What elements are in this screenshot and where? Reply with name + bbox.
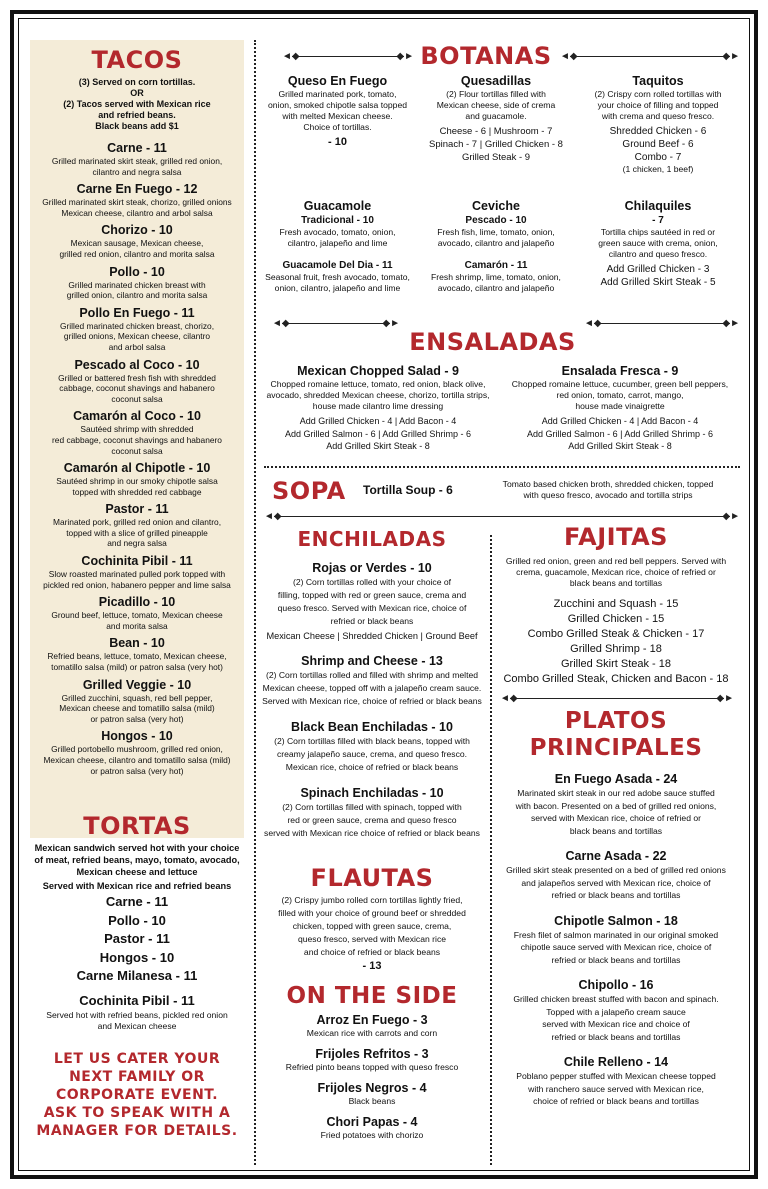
botanas-title: BOTANAS bbox=[420, 42, 552, 70]
list-item bbox=[30, 305, 244, 353]
item-desc: Grilled zucchini, squash, red bell pepper, bbox=[61, 692, 213, 703]
item-desc: Grilled marinated chicken breast, chorizo, bbox=[59, 320, 215, 331]
list-item bbox=[30, 140, 244, 177]
list-item bbox=[30, 408, 244, 456]
list-item bbox=[30, 357, 244, 405]
column-divider bbox=[490, 535, 492, 1165]
item-desc: Grilled marinated chicken breast with bbox=[68, 279, 206, 290]
item-desc: Sautéed shrimp with shredded bbox=[80, 424, 194, 435]
item-name: Pastor - 11 bbox=[105, 502, 169, 517]
ornament-divider: ◄◆ ◆► bbox=[500, 693, 734, 704]
item-desc: topped with shredded red cabbage bbox=[72, 486, 202, 497]
item-name: Pescado al Coco - 10 bbox=[74, 357, 200, 372]
list-item bbox=[30, 222, 244, 259]
item-name: Grilled Veggie - 10 bbox=[82, 677, 192, 692]
ensaladas-title: ENSALADAS bbox=[409, 328, 576, 356]
list-item bbox=[30, 501, 244, 549]
platos-list: En Fuego Asada - 24 Marinated skirt steak in our red adobe sauce stuffed with bacon. Presented on a bed of grilled red onions, served with Mexican rice, choice of refried or black beans and tortillas Carne Asada - 22 Grilled skirt steak presented on a bed of grilled red onions and jalapeños served with Mexican rice, choice of refried or black beans and tortillas Chipotle Salmon - 18 Fresh filet of salmon marinated in our original smoked chipotle sauce served with Mexican rice, choice of refried or black beans and tortillas Chipollo - 16 Grilled chicken breast stuffed with bacon and spinach. Topped with a jalapeño cream sauce served with Mexican rice and choice of refried or black beans and tortillas Chile Relleno - 14 Poblano pepper stuffed with Mexican cheese topped with ranchero sauce served with Mexican rice, choice of refried or black beans and tortillas bbox=[506, 772, 726, 1106]
item-name: Pollo - 10 bbox=[109, 264, 165, 279]
item-name: Carne En Fuego - 12 bbox=[76, 182, 198, 197]
ornament-left: ◄◆ ◆► bbox=[282, 51, 414, 62]
item-desc: cilantro and negra salsa bbox=[92, 166, 182, 177]
divider bbox=[264, 466, 740, 468]
list-item bbox=[30, 677, 244, 725]
item-desc: coconut salsa bbox=[111, 445, 163, 456]
item-desc: grilled onion, cilantro and morita salsa bbox=[66, 290, 208, 301]
list-item: Carne Milanesa - 11 bbox=[76, 968, 198, 983]
tortilla-soup-desc: Tomato based chicken broth, shredded chicken, topped with queso fresco, avocado and tortilla strips bbox=[502, 479, 714, 500]
tacos-list bbox=[30, 140, 244, 780]
item-desc: coconut salsa bbox=[111, 393, 163, 404]
sopa-title: SOPA bbox=[272, 477, 346, 505]
fajitas-title: FAJITAS bbox=[564, 523, 668, 551]
quesadillas: Quesadillas (2) Flour tortillas filled with Mexican cheese, side of crema and guacamole. Cheese - 6 | Mushroom - 7 Spinach - 7 | Grilled Chicken - 8 Grilled Steak - 9 bbox=[429, 74, 563, 163]
list-item: Cochinita Pibil - 11 bbox=[79, 992, 195, 1008]
ornament-left: ◄◆ ◆► bbox=[272, 318, 400, 329]
item-desc: Grilled marinated skirt steak, chorizo, grilled onions bbox=[42, 197, 232, 208]
tortas-list: Carne - 11 Pollo - 10 Pastor - 11 Hongos - 10 Carne Milanesa - 11 Cochinita Pibil - 11 Served hot with refried beans, pickled red onion and Mexican cheese bbox=[30, 893, 244, 1032]
item-desc: grilled red onion, cilantro and morita salsa bbox=[59, 248, 215, 259]
item-desc: or patron salsa (very hot) bbox=[90, 713, 184, 724]
side-list: Arroz En Fuego - 3 Mexican rice with carrots and corn Frijoles Refritos - 3 Refried pinto beans topped with queso fresco Frijoles Negros - 4 Black beans Chori Papas - 4 Fried potatoes with chorizo bbox=[285, 1013, 459, 1140]
tortas-intro: Mexican sandwich served hot with your choice of meat, refried beans, mayo, tomato, avocado, Mexican cheese and lettuce Served with Mexican rice and refried beans bbox=[34, 843, 240, 891]
list-item bbox=[30, 181, 244, 218]
item-desc: Mexican sausage, Mexican cheese, bbox=[70, 238, 204, 249]
list-item: Hongos - 10 bbox=[99, 949, 175, 965]
list-item bbox=[30, 264, 244, 301]
item-desc: Grilled portobello mushroom, grilled red onion, bbox=[51, 744, 223, 755]
item-name: Carne - 11 bbox=[107, 141, 167, 155]
item-name: Picadillo - 10 bbox=[98, 595, 176, 610]
enchiladas-list: Rojas or Verdes - 10 (2) Corn tortillas rolled with your choice of filling, topped with red or green sauce, crema and queso fresco. Served with Mexican rice, choice of refried or black beans Mexican Cheese | Shredded Chicken | Ground Beef Shrimp and Cheese - 13 (2) Corn tortillas rolled and filled with shrimp and melted Mexican cheese, topped off with a jalapeño cream sauce. Served with Mexican rice, choice of refried or black beans Black Bean Enchiladas - 10 (2) Corn tortillas filled with black beans, topped with creamy jalapeño sauce, crema, and queso fresco. Mexican rice, choice of refried or black beans Spinach Enchiladas - 10 (2) Corn tortillas filled with spinach, topped with red or green sauce, crema and queso fresco served with Mexican rice choice of refried or black beans bbox=[262, 561, 482, 838]
enchiladas-title: ENCHILADAS bbox=[297, 527, 447, 551]
flautas-title: FLAUTAS bbox=[310, 864, 434, 892]
item-desc: Marinated pork, grilled red onion and cilantro, bbox=[52, 517, 222, 528]
tacos-intro: (3) Served on corn tortillas. OR (2) Tacos served with Mexican rice and refried beans. Black beans add $1 bbox=[63, 77, 211, 131]
side-title: ON THE SIDE bbox=[286, 983, 458, 1009]
item-name: Pollo En Fuego - 11 bbox=[79, 305, 195, 320]
list-item bbox=[30, 460, 244, 497]
list-item: Pollo - 10 bbox=[108, 912, 166, 928]
item-desc: Mexican cheese and tomatillo salsa (mild) bbox=[59, 703, 215, 714]
item-name: Cochinita Pibil - 11 bbox=[81, 554, 193, 569]
item-desc: Mexican cheese, cilantro and tomatillo salsa (mild) bbox=[43, 755, 231, 765]
item-desc: pickled red onion, habanero pepper and lime salsa bbox=[43, 579, 231, 590]
item-desc: Slow roasted marinated pulled pork topped with bbox=[48, 569, 226, 580]
queso-en-fuego: Queso En Fuego Grilled marinated pork, tomato, onion, smoked chipotle salsa topped with melted Mexican cheese. Choice of tortillas. - 10 bbox=[267, 74, 408, 148]
item-desc: Ground beef, lettuce, tomato, Mexican cheese bbox=[51, 610, 223, 621]
guacamole: Guacamole Tradicional - 10 Fresh avocado, tomato, onion, cilantro, jalapeño and lime Guacamole Del Dia - 11 Seasonal fruit, fresh avocado, tomato, onion, cilantro, jalapeño and lime bbox=[265, 199, 410, 293]
ornament-right: ◄◆ ◆► bbox=[584, 318, 740, 329]
item-desc: and arbol salsa bbox=[108, 341, 166, 352]
item-desc: and morita salsa bbox=[106, 620, 168, 631]
tacos-title: TACOS bbox=[91, 46, 183, 74]
ornament-right: ◄◆ ◆► bbox=[560, 51, 740, 62]
list-item bbox=[30, 635, 244, 672]
flautas-desc: (2) Crispy jumbo rolled corn tortillas lightly fried, filled with your choice of ground beef or shredded chicken, topped with green sauce, crema, queso fresco, served with Mexican rice and choice of refried or black beans - 13 bbox=[278, 895, 466, 972]
item-desc: cabbage, coconut shavings and habanero bbox=[59, 383, 215, 394]
tortilla-soup: Tortilla Soup - 6 bbox=[363, 483, 453, 497]
item-name: Camarón al Coco - 10 bbox=[73, 409, 201, 424]
item-name: Chorizo - 10 bbox=[101, 223, 173, 238]
list-item bbox=[30, 594, 244, 631]
item-desc: or patron salsa (very hot) bbox=[90, 765, 184, 776]
item-desc: and negra salsa bbox=[107, 538, 167, 549]
list-item bbox=[30, 553, 244, 590]
list-item: Carne - 11 bbox=[105, 894, 169, 909]
item-name: Camarón al Chipotle - 10 bbox=[63, 461, 211, 476]
ornament-divider: ◄◆ ◆► bbox=[264, 511, 740, 522]
item-desc: topped with a slice of grilled pineapple bbox=[66, 527, 208, 538]
catering-notice: LET US CATER YOUR NEXT FAMILY OR CORPORATE EVENT. ASK TO SPEAK WITH A MANAGER FOR DETAILS. bbox=[36, 1051, 238, 1139]
tortas-title: TORTAS bbox=[83, 812, 191, 840]
fajitas-block: Grilled red onion, green and red bell peppers. Served with crema, guacamole, Mexican rice, choice of refried or black beans and tortillas Zucchini and Squash - 15 Grilled Chicken - 15 Combo Grilled Steak & Chicken - 17 Grilled Shrimp - 18 Grilled Skirt Steak - 18 Combo Grilled Steak, Chicken and Bacon - 18 bbox=[503, 556, 729, 685]
item-name: Hongos - 10 bbox=[101, 729, 173, 744]
column-divider bbox=[254, 40, 256, 1165]
item-desc: Grilled or battered fresh fish with shredded bbox=[58, 372, 216, 383]
ceviche: Ceviche Pescado - 10 Fresh fish, lime, tomato, onion, avocado, cilantro and jalapeño Camarón - 11 Fresh shrimp, lime, tomato, onion, avocado, cilantro and jalapeño bbox=[431, 199, 561, 293]
item-desc: grilled onions, Mexican cheese, cilantro bbox=[63, 331, 211, 342]
item-desc: Mexican cheese, cilantro and arbol salsa bbox=[61, 207, 213, 218]
item-desc: Sautéed shrimp in our smoky chipotle salsa bbox=[56, 476, 218, 487]
item-desc: Refried beans, lettuce, tomato, Mexican cheese, bbox=[47, 651, 227, 662]
item-desc: Grilled marinated skirt steak, grilled red onion, bbox=[51, 156, 223, 166]
ensalada-fresca: Ensalada Fresca - 9 Chopped romaine lettuce, cucumber, green bell peppers, red onion, tomato, carrot, mango, house made vinaigrette Add Grilled Chicken - 4 | Add Bacon - 4 Add Grilled Salmon - 6 | Add Grilled Shrimp - 6 Add Grilled Skirt Steak - 8 bbox=[511, 364, 729, 451]
platos-title: PLATOS PRINCIPALES bbox=[529, 708, 703, 761]
list-item: Pastor - 11 bbox=[104, 931, 170, 946]
item-name: Bean - 10 bbox=[109, 636, 165, 651]
mexican-chopped-salad: Mexican Chopped Salad - 9 Chopped romaine lettuce, tomato, red onion, black olive, avocado, shredded Mexican cheese, chorizo, tortilla strips, house made cilantro lime dressing Add Grilled Chicken - 4 | Add Bacon - 4 Add Grilled Salmon - 6 | Add Grilled Shrimp - 6 Add Grilled Skirt Steak - 8 bbox=[266, 364, 490, 451]
item-desc: red cabbage, coconut shavings and habanero bbox=[52, 434, 222, 445]
chilaquiles: Chilaquiles - 7 Tortilla chips sautéed in red or green sauce with crema, onion, cilantro and queso fresco. Add Grilled Chicken - 3 Add Grilled Skirt Steak - 5 bbox=[598, 199, 718, 288]
list-item bbox=[30, 728, 244, 776]
item-desc: tomatillo salsa (mild) or patron salsa (very hot) bbox=[51, 662, 223, 673]
taquitos: Taquitos (2) Crispy corn rolled tortillas with your choice of filling and topped with crema and queso fresco. Shredded Chicken - 6 Ground Beef - 6 Combo - 7 (1 chicken, 1 beef) bbox=[594, 74, 722, 174]
